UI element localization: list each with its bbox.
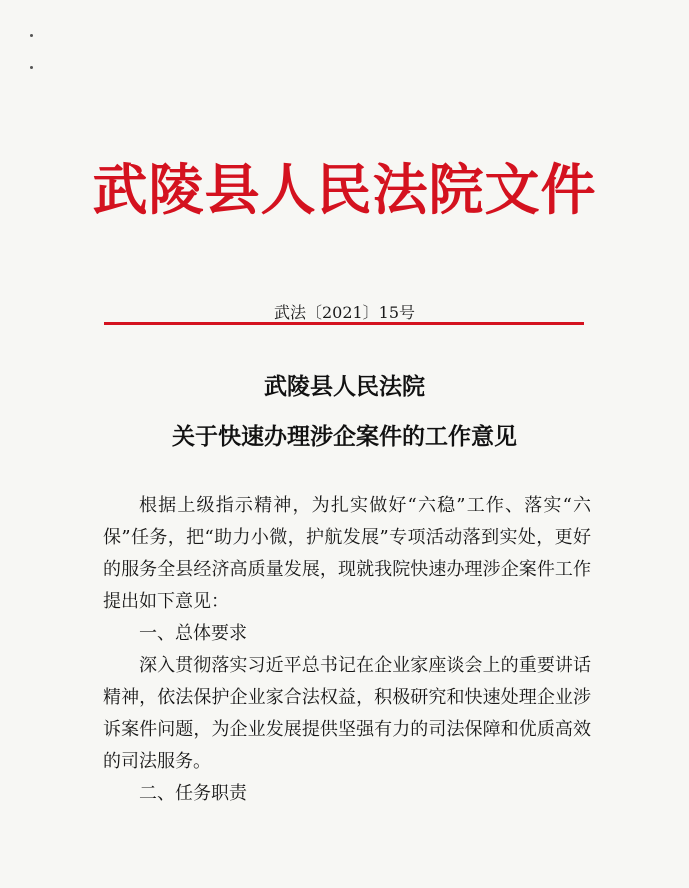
scan-speck [30, 66, 33, 69]
document-title-line2: 关于快速办理涉企案件的工作意见 [172, 423, 517, 450]
document-body [103, 490, 591, 810]
bleed-through-text [40, 0, 680, 28]
section1-paragraph: 深入贯彻落实习近平总书记在企业家座谈会上的重要讲话精神，依法保护企业家合法权益，积极研究和快速处理企业涉诉案件问题，为企业发展提供坚强有力的司法保障和优质高效的司法服务。 [103, 655, 591, 772]
scan-speck [30, 34, 33, 37]
document-number: 武法〔2021〕15号 [273, 303, 416, 322]
section2-heading: 二、任务职责 [139, 783, 247, 804]
issuer-header-title: 武陵县人民法院文件 [92, 157, 597, 222]
document-title-line1: 武陵县人民法院 [264, 373, 425, 400]
red-separator-line [104, 322, 584, 325]
intro-paragraph: 根据上级指示精神，为扎实做好“六稳”工作、落实“六保”任务，把“助力小微，护航发展”专项活动落到实处，更好的服务全县经济高质量发展，现就我院快速办理涉企案件工作提出如下意见： [103, 495, 591, 612]
section1-heading: 一、总体要求 [139, 623, 247, 644]
